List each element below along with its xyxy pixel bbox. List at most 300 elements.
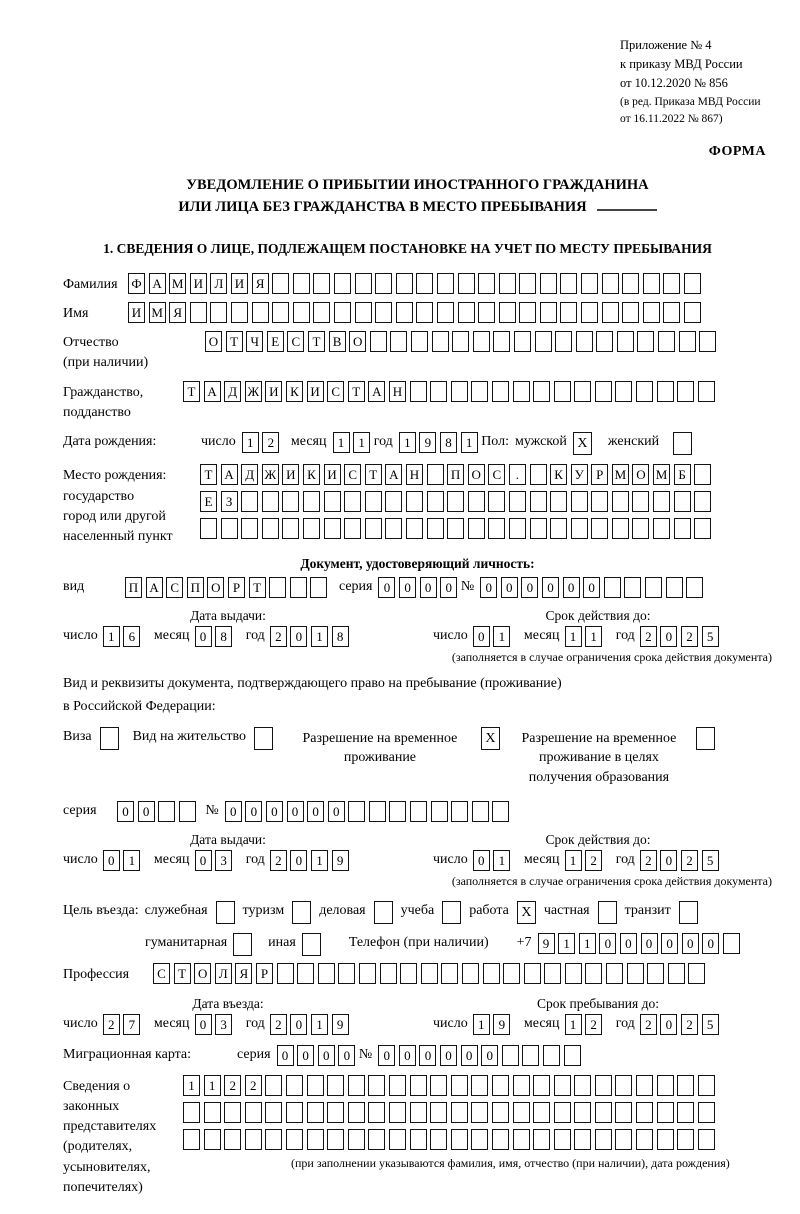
form-cell [441,963,458,984]
residence-doc-options [63,727,772,788]
form-cell: 2 [262,432,279,453]
representatives-note: (при заполнении указываются фамилия, имя, отчество (при наличии), дата рождения) [291,1155,730,1170]
patronymic-sublabel: (при наличии) [63,355,149,371]
residence-doc-note: (заполняется в случае ограничения срока действия документа) [451,874,772,889]
form-cell: 0 [481,1045,498,1066]
form-cell: 0 [660,1014,677,1035]
form-cell: 0 [399,577,416,598]
form-cell [560,273,577,294]
birth-place-labels [63,464,200,547]
form-cell [451,1129,468,1150]
form-cell [183,1129,200,1150]
option-residence-permit: Вид на жительство [133,727,273,750]
stay-until-group: Срок пребывания до: число 1 9 месяц 1 2 год 2 0 2 5 [433,996,763,1035]
form-cell: 0 [620,933,637,954]
form-cell [269,577,286,598]
form-cell: Р [228,577,245,598]
form-cell: 8 [215,626,232,647]
form-cell [307,1129,324,1150]
phone-prefix: +7 [516,935,532,951]
form-cell [437,273,454,294]
form-cell: Н [406,464,423,485]
form-cell [576,331,593,352]
purpose-study: учеба [401,901,462,924]
purpose-humanitarian-label: гуманитарная [145,935,228,951]
form-cell [622,273,639,294]
form-cell [400,963,417,984]
form-cell: 0 [225,801,242,822]
form-cell [369,801,386,822]
form-cell: А [368,381,385,402]
migration-card-row [63,1045,772,1066]
form-cell [674,491,691,512]
form-cell [612,518,629,539]
form-cell: Ч [246,331,263,352]
form-cell [324,518,341,539]
form-cell: И [190,273,207,294]
form-cell [282,518,299,539]
phone-cells [538,933,744,954]
title-blank-underline [597,197,657,211]
form-cell: У [571,464,588,485]
form-cell [365,491,382,512]
form-cell [636,381,653,402]
form-cell [472,801,489,822]
form-cell [389,1102,406,1123]
form-cell [265,1102,282,1123]
issue-date-heading: Дата выдачи: [190,607,266,623]
form-cell: Н [389,381,406,402]
form-cell: 0 [660,626,677,647]
form-cell [615,1102,632,1123]
birth-place-label: Место рождения: [63,468,167,484]
form-cell [430,1075,447,1096]
form-cell [622,302,639,323]
form-cell [344,491,361,512]
form-cell [389,801,406,822]
form-cell: 2 [681,850,698,871]
form-title [63,174,772,219]
form-cell [224,1129,241,1150]
purpose-commercial-checkbox [374,901,393,924]
form-cell [245,1102,262,1123]
form-cell: 0 [461,1045,478,1066]
name-row [63,302,772,324]
form-cell [653,518,670,539]
form-cell: К [550,464,567,485]
form-cell: 1 [242,432,259,453]
form-cell [694,491,711,512]
residence-issue-month-cells [195,850,236,871]
form-cell [554,1129,571,1150]
form-cell: 1 [579,933,596,954]
residence-number-cells [225,801,513,822]
doc-type-label: вид [63,578,85,594]
form-cell [581,273,598,294]
residence-series-cells [117,801,199,822]
form-cell [574,1129,591,1150]
form-cell [183,1102,200,1123]
form-cell [595,1075,612,1096]
form-cell [565,963,582,984]
form-cell [224,1102,241,1123]
form-cell [606,963,623,984]
form-cell: И [324,464,341,485]
form-cell [471,1102,488,1123]
form-cell [410,1102,427,1123]
form-cell [698,1129,715,1150]
form-cell: 1 [103,626,120,647]
migration-number-cells [378,1045,584,1066]
form-cell [380,963,397,984]
form-cell [595,1129,612,1150]
residence-doc-dates [63,832,772,871]
form-cell [370,331,387,352]
form-cell [265,1075,282,1096]
form-cell [204,1129,221,1150]
form-cell [624,577,641,598]
form-cell: 5 [702,1014,719,1035]
identity-expiry-group: Срок действия до: число 0 1 месяц 1 1 год 2 0 2 5 [433,608,763,647]
form-cell [657,1102,674,1123]
form-cell [324,491,341,512]
form-cell [535,331,552,352]
representatives-cells-row1 [183,1075,730,1096]
form-cell: М [149,302,166,323]
form-cell [313,302,330,323]
entry-date-group: Дата въезда: число 2 7 месяц 0 3 год 2 0 1 9 [63,996,393,1035]
form-cell [310,577,327,598]
form-cell: 5 [702,626,719,647]
form-cell [612,491,629,512]
form-cell [365,518,382,539]
form-cell [674,518,691,539]
form-cell [492,1102,509,1123]
form-cell: К [303,464,320,485]
residence-number-label: № [205,803,219,819]
form-cell: 0 [378,577,395,598]
form-cell [265,1129,282,1150]
form-cell: Ж [262,464,279,485]
form-cell [348,1075,365,1096]
appendix-line: Приложение № 4 [620,38,712,52]
form-cell [574,381,591,402]
form-cell [658,331,675,352]
form-cell [488,491,505,512]
form-cell: 1 [565,1014,582,1035]
residence-doc-line2: в Российской Федерации: [63,698,216,714]
sex-female-checkbox [673,432,692,455]
representatives-cells-row2 [183,1102,730,1123]
form-cell: С [287,331,304,352]
stay-day-cells [473,1014,514,1035]
form-cell: П [447,464,464,485]
form-cell: 0 [702,933,719,954]
form-cell [554,1075,571,1096]
form-cell [430,1129,447,1150]
form-cell [297,963,314,984]
form-cell [698,381,715,402]
form-cell [637,331,654,352]
form-cell: О [207,577,224,598]
form-cell [307,1102,324,1123]
profession-row [63,963,772,985]
form-cell [432,331,449,352]
form-cell [632,518,649,539]
form-cell: 0 [117,801,134,822]
form-cell [699,331,716,352]
form-cell [389,1129,406,1150]
phone-row [63,933,772,956]
form-cell: 2 [270,1014,287,1035]
form-cell [636,1075,653,1096]
form-cell [632,491,649,512]
patronymic-cells [205,331,720,352]
migration-number-label: № [358,1046,373,1062]
form-cell [596,331,613,352]
form-cell [657,1075,674,1096]
form-cell [627,963,644,984]
form-cell: 0 [195,850,212,871]
form-cell: С [488,464,505,485]
temp-residence-education-checkbox [696,727,715,750]
expiry-day-cells [473,626,514,647]
form-cell: 9 [493,1014,510,1035]
form-cell [647,963,664,984]
form-cell: 0 [399,1045,416,1066]
form-cell [416,273,433,294]
sex-male-label: мужской [515,434,567,450]
residence-permit-checkbox [254,727,273,750]
form-cell: Р [591,464,608,485]
form-cell: А [146,577,163,598]
form-cell [272,302,289,323]
form-cell: 0 [473,626,490,647]
form-cell [540,302,557,323]
form-cell [530,464,547,485]
patronymic-label: Отчество (при наличии) [63,331,205,374]
form-cell: 0 [290,850,307,871]
migration-series-cells [277,1045,359,1066]
form-cell [684,273,701,294]
doc-type-cells [125,577,331,598]
form-cell: С [153,963,170,984]
form-cell [514,331,531,352]
identity-doc-dates [63,608,772,647]
residence-serial-row [63,801,772,822]
form-cell [723,933,740,954]
form-cell [410,381,427,402]
form-cell [210,302,227,323]
purpose-other-label: иная [268,935,296,951]
appendix-edit-note: (в ред. Приказа МВД России от 16.11.2022 № 867) [620,96,761,125]
form-cell: М [612,464,629,485]
form-cell: П [187,577,204,598]
form-cell: 8 [440,432,457,453]
form-cell: 0 [290,626,307,647]
form-cell: 0 [419,1045,436,1066]
purpose-transit: транзит [625,901,698,924]
purpose-work: работа X [469,901,536,924]
form-cell [533,1102,550,1123]
form-cell [684,302,701,323]
form-cell: С [344,464,361,485]
form-cell: Д [224,381,241,402]
form-cell [544,963,561,984]
birth-place-cells-row3 [200,518,715,539]
form-cell [509,518,526,539]
issue-day-cells [103,626,144,647]
identity-doc-note: (заполняется в случае ограничения срока действия документа) [451,649,772,664]
form-cell [241,491,258,512]
form-cell: М [653,464,670,485]
name-cells [128,302,705,323]
form-cell [286,1102,303,1123]
appendix-line: от 10.12.2020 № 856 [620,75,728,90]
form-cell [663,273,680,294]
form-cell: И [128,302,145,323]
form-cell: И [265,381,282,402]
form-cell [355,273,372,294]
form-cell: 0 [501,577,518,598]
form-cell: 0 [440,577,457,598]
form-cell: Т [249,577,266,598]
option-temp-residence: Разрешение на временное проживание X [287,727,500,768]
form-cell [694,518,711,539]
form-cell [533,1075,550,1096]
purpose-transit-checkbox [679,901,698,924]
form-cell: Л [210,273,227,294]
form-cell: В [329,331,346,352]
form-cell: М [169,273,186,294]
form-cell [458,302,475,323]
form-cell [677,1075,694,1096]
form-cell: 9 [332,1014,349,1035]
form-cell [385,518,402,539]
form-cell [698,1102,715,1123]
residence-expiry-group: Срок действия до: число 0 1 месяц 1 2 год 2 0 2 5 [433,832,763,871]
form-cell: 1 [123,850,140,871]
form-cell [179,801,196,822]
form-cell: 2 [640,626,657,647]
form-cell [530,491,547,512]
sex-male-checkbox: X [573,432,592,455]
residence-expiry-year-cells [640,850,722,871]
form-cell: 0 [480,577,497,598]
form-cell [550,518,567,539]
form-cell [447,491,464,512]
form-cell [499,273,516,294]
form-cell: 1 [565,626,582,647]
form-cell [200,518,217,539]
purpose-private: частная [544,901,617,924]
form-cell: Т [365,464,382,485]
form-cell: 0 [521,577,538,598]
migration-card-label: Миграционная карта: [63,1046,192,1062]
form-cell [451,801,468,822]
form-cell [282,491,299,512]
form-cell: 1 [183,1075,200,1096]
residence-issue-day-cells [103,850,144,871]
doc-series-label: серия [338,578,373,594]
form-cell [368,1075,385,1096]
form-title-line2: ИЛИ ЛИЦА БЕЗ ГРАЖДАНСТВА В МЕСТО ПРЕБЫВАНИЯ [63,196,772,218]
residence-expiry-month-cells [565,850,606,871]
form-cell: 0 [542,577,559,598]
form-cell: И [282,464,299,485]
form-cell: 0 [138,801,155,822]
form-cell: Ф [128,273,145,294]
name-label: Имя [63,305,89,321]
purpose-business-checkbox [216,901,235,924]
form-cell [574,1102,591,1123]
form-cell [543,1045,560,1066]
form-cell: 2 [585,1014,602,1035]
form-cell [524,963,541,984]
residence-series-label: серия [63,803,97,819]
form-cell: 0 [660,850,677,871]
form-cell [519,273,536,294]
patronymic-row [63,331,772,374]
birth-place-country-label: государство [63,488,135,504]
residence-issue-group: Дата выдачи: число 0 1 месяц 0 3 год 2 0 1 9 [63,832,393,871]
form-cell: 3 [215,1014,232,1035]
sex-female-label: женский [607,434,660,450]
form-cell [368,1129,385,1150]
form-cell: 0 [420,577,437,598]
profession-cells [153,963,709,984]
form-cell: 0 [641,933,658,954]
form-cell [653,491,670,512]
form-cell [468,518,485,539]
form-cell [303,491,320,512]
form-cell [668,963,685,984]
form-cell: 1 [565,850,582,871]
visit-purpose-label: Цель въезда: [63,903,139,919]
form-cell [451,1102,468,1123]
form-cell [571,491,588,512]
form-cell [509,491,526,512]
form-cell [677,381,694,402]
form-cell [554,381,571,402]
expiry-year-cells [640,626,722,647]
form-cell [458,273,475,294]
form-cell: К [286,381,303,402]
form-cell [462,963,479,984]
form-cell [602,273,619,294]
identity-doc-row [63,577,772,598]
form-cell: 0 [563,577,580,598]
form-cell: 0 [195,1014,212,1035]
form-cell [431,801,448,822]
form-cell: 1 [311,1014,328,1035]
form-cell: 0 [661,933,678,954]
form-cell [499,302,516,323]
doc-number-cells [480,577,707,598]
form-cell [473,331,490,352]
form-cell: Т [348,381,365,402]
birth-month-cells [333,432,374,453]
birth-month-label: месяц [290,434,327,450]
form-cell [348,801,365,822]
form-cell [595,381,612,402]
form-cell [437,302,454,323]
form-cell [307,1075,324,1096]
form-cell [410,1075,427,1096]
form-cell [327,1075,344,1096]
expiry-month-cells [565,626,606,647]
purpose-tourism: туризм [243,901,312,924]
